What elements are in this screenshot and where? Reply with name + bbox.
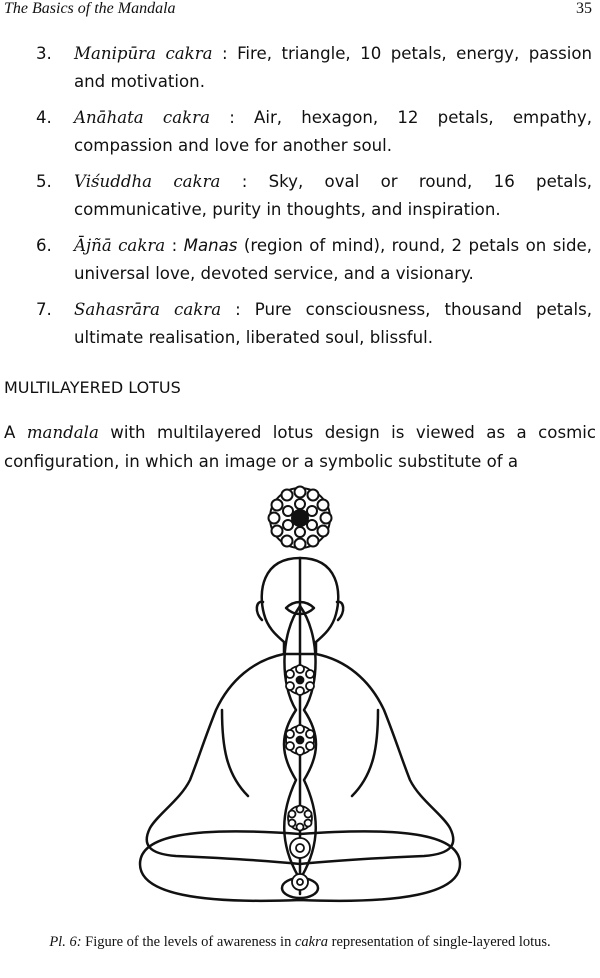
list-item <box>36 168 592 224</box>
section-heading: MULTILAYERED LOTUS <box>4 378 181 397</box>
list-item-number: 5. <box>36 172 52 191</box>
body-paragraph <box>4 418 596 476</box>
list-item-text-pre: : <box>165 236 184 255</box>
list-item-text: : Pure consciousness, thousand petals, ultimate realisation, liberated soul, blissful. <box>74 300 592 347</box>
list-item-text: (region of mind), round, 2 petals on side, universal love, devoted service, and a visionary. <box>74 236 592 283</box>
sahasrara-lotus-icon <box>269 487 332 550</box>
page-number: 35 <box>576 0 592 17</box>
chakra-figure-illustration <box>130 484 470 930</box>
list-item-emphasis: Manas <box>183 236 238 255</box>
list-item-term: Viśuddha cakra <box>74 172 221 191</box>
caption-mid: Figure of the levels of awareness in <box>81 934 295 950</box>
para-emphasis: mandala <box>26 423 99 442</box>
manipura-lotus-icon <box>288 806 312 831</box>
running-head <box>4 0 592 24</box>
list-item <box>36 232 592 288</box>
list-item-number: 4. <box>36 108 52 127</box>
list-item-text: : Air, hexagon, 12 petals, empathy, compassion and love for another soul. <box>74 108 593 155</box>
caption-emphasis: cakra <box>294 934 328 950</box>
list-item-term: Sahasrāra cakra <box>74 300 222 319</box>
muladhara-lotus-icon <box>292 874 308 890</box>
left-arm <box>222 710 248 796</box>
cakra-list <box>36 40 592 360</box>
list-item-number: 7. <box>36 300 52 319</box>
list-item <box>36 296 592 352</box>
running-title: The Basics of the Mandala <box>4 0 176 17</box>
list-item-number: 3. <box>36 44 52 63</box>
caption-end: representation of single-layered lotus. <box>327 934 551 950</box>
list-item-term: Manipūra cakra <box>74 44 213 63</box>
list-item <box>36 40 592 96</box>
svadhisthana-lotus-icon <box>290 838 310 858</box>
right-arm <box>352 710 378 796</box>
caption-label: Pl. 6: <box>49 934 82 950</box>
list-item-term: Anāhata cakra <box>74 108 210 127</box>
list-item-text: : Sky, oval or round, 16 petals, communicative, purity in thoughts, and inspiration. <box>74 172 592 219</box>
para-start: A <box>4 423 27 442</box>
list-item-text: : Fire, triangle, 10 petals, energy, passion and motivation. <box>74 44 592 91</box>
list-item-number: 6. <box>36 236 52 255</box>
list-item <box>36 104 592 160</box>
para-rest: with multilayered lotus design is viewed as a cosmic configuration, in which an image or a symbolic substitute of a <box>4 423 596 471</box>
figure-caption <box>0 932 600 952</box>
anahata-lotus-icon <box>286 725 314 755</box>
list-item-term: Ājñā cakra <box>74 236 166 255</box>
vishuddha-lotus-icon <box>286 665 314 695</box>
